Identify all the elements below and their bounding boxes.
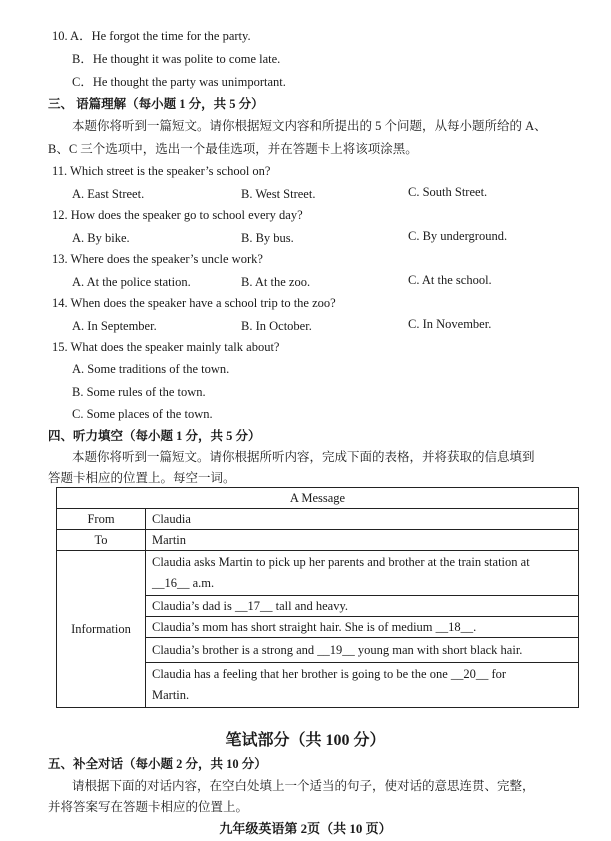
message-table [56,487,579,708]
info-row-16-line2: __16__ a.m. [152,576,215,590]
from-label: From [57,509,146,530]
part4-heading: 四、听力填空（每小题 1 分，共 5 分） [48,429,261,443]
part5-intro-line1: 请根据下面的对话内容，在空白处填上一个适当的句子，使对话的意思连贯、完整， [72,779,535,793]
q10-option-a: 10. A．He forgot the time for the party. [52,29,251,43]
q10-option-c: C．He thought the party was unimportant. [72,75,286,89]
q14-option-c: C. In November. [408,317,492,331]
info-row-20-line1: Claudia has a feeling that her brother is going to be the one __20__ for [152,667,507,681]
part4-intro-line1: 本题你将听到一篇短文。请你根据所听内容，完成下面的表格，并将获取的信息填到 [72,450,535,464]
q12-option-a: A. By bike. [72,231,130,245]
page-footer: 九年级英语第 2页（共 10 页） [219,821,392,836]
q11-option-a: A. East Street. [72,187,145,201]
to-label: To [57,530,146,551]
q15-option-c: C. Some places of the town. [72,407,213,421]
q13-option-b: B. At the zoo. [241,275,311,289]
q11-option-c: C. South Street. [408,185,488,199]
q14-option-b: B. In October. [241,319,312,333]
info-row-16 [146,551,579,596]
q15-option-b: B. Some rules of the town. [72,385,206,399]
part5-intro-line2: 并将答案写在答题卡相应的位置上。 [48,800,249,814]
info-row-19: Claudia’s brother is a strong and __19__ young man with short black hair. [146,638,579,663]
q11-question: 11. Which street is the speaker’s school on? [52,164,271,178]
info-row-16-line1: Claudia asks Martin to pick up her parents and brother at the train station at [152,555,530,569]
part3-heading: 三、 语篇理解（每小题 1 分，共 5 分） [48,97,264,111]
info-row-17: Claudia’s dad is __17__ tall and heavy. [146,596,579,617]
part5-heading: 五、补全对话（每小题 2 分，共 10 分） [48,757,267,771]
info-row-18: Claudia’s mom has short straight hair. She is of medium __18__. [146,617,579,638]
part3-intro-line1: 本题你将听到一篇短文。请你根据短文内容和所提出的 5 个问题，从每小题所给的 A、 [72,119,547,133]
q10-option-b: B．He thought it was polite to come late. [72,52,281,66]
q14-question: 14. When does the speaker have a school trip to the zoo? [52,296,336,310]
from-value: Claudia [146,509,579,530]
table-title: A Message [57,488,579,509]
q13-option-a: A. At the police station. [72,275,191,289]
part3-intro-line2: B、C 三个选项中，选出一个最佳选项，并在答题卡上将该项涂黑。 [48,142,418,156]
q11-option-b: B. West Street. [241,187,316,201]
q15-option-a: A. Some traditions of the town. [72,362,230,376]
q14-option-a: A. In September. [72,319,157,333]
q13-question: 13. Where does the speaker’s uncle work? [52,252,263,266]
q15-question: 15. What does the speaker mainly talk about? [52,340,280,354]
info-row-20-line2: Martin. [152,688,190,702]
information-label: Information [57,551,146,708]
to-value: Martin [146,530,579,551]
q12-option-c: C. By underground. [408,229,508,243]
part4-intro-line2: 答题卡相应的位置上。每空一词。 [48,471,236,485]
info-row-20 [146,663,579,708]
q13-option-c: C. At the school. [408,273,492,287]
q12-question: 12. How does the speaker go to school every day? [52,208,303,222]
written-section-title: 笔试部分（共 100 分） [225,732,386,749]
q12-option-b: B. By bus. [241,231,294,245]
